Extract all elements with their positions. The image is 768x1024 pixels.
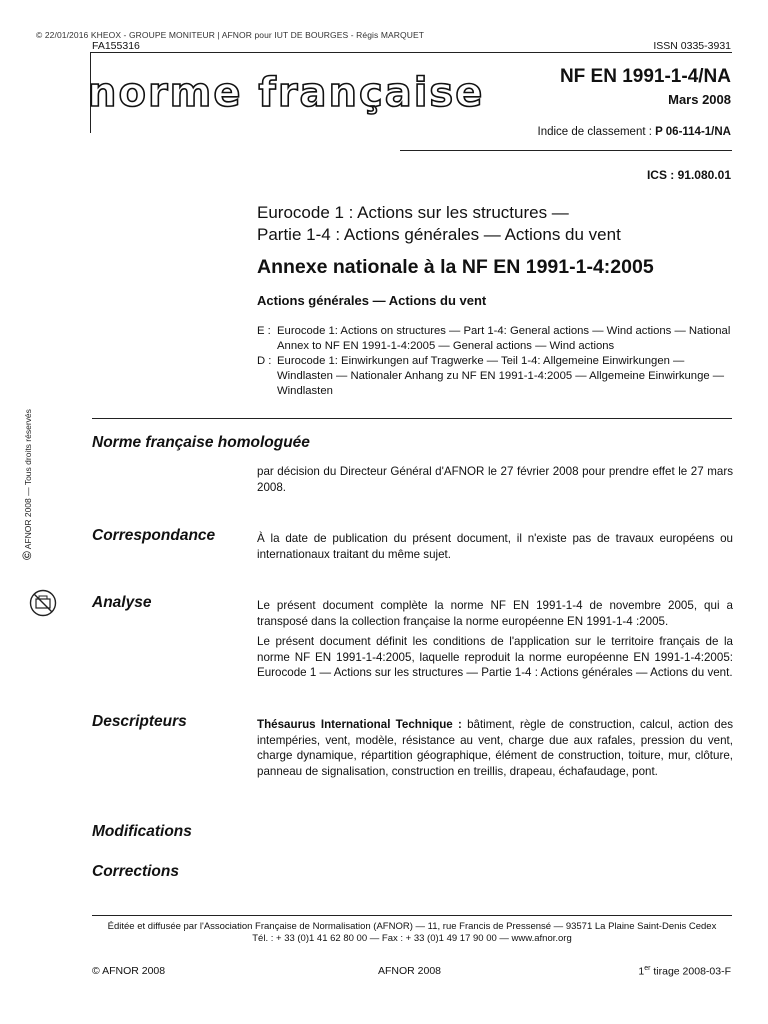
translation-de [257,354,733,399]
translation-text: Eurocode 1: Actions on structures — Part 1-4: General actions — Wind actions — National Annex to NF EN 1991-1-4:2005 — General actions — Wind actions [277,325,731,352]
descripteurs-list: bâtiment, règle de construction, calcul, action des intempéries, vent, modèle, résistance au vent, charge due aux rafales, pression du vent, charge dynamique, répartition géographique, élément de construction, toiture, mur, clôture, panneau de signalisation, construction en treillis, drapeau, échafaudage, pont. [257,718,733,778]
translation-text: Eurocode 1: Einwirkungen auf Tragwerke — Teil 1-4: Allgemeine Einwirkungen — Windlasten — Nationaler Anhang zu NF EN 1991-1-4:2005 — Allgemeine Einwirkunge — Windlasten [277,355,725,397]
descripteurs-lead: Thésaurus International Technique : [257,718,462,731]
section-label-corrections: Corrections [92,863,179,880]
subtitle: Actions générales — Actions du vent [257,293,487,308]
footer-tirage [638,965,731,978]
footer-copyright: © AFNOR 2008 [92,965,166,977]
translations [257,324,733,399]
tirage-superscript: er [644,965,651,972]
tirage-text: tirage 2008-03-F [650,965,731,978]
no-photocopy-icon [28,588,58,618]
section-label-correspondance: Correspondance [92,527,216,544]
issn: ISSN 0335-3931 [653,40,731,52]
lang-code: E : [257,325,271,337]
ics-code: ICS : 91.080.01 [646,168,731,182]
publisher-info [92,921,732,945]
section-text-correspondance: À la date de publication du présent document, il n'existe pas de travaux européens ou internationaux traitant du même sujet. [257,532,733,561]
lang-code: D : [257,355,272,367]
footer-rule [92,915,732,916]
section-text-descripteurs [257,717,733,779]
section-label-modifications: Modifications [92,823,192,840]
section-text-analyse [257,598,733,686]
document-ref: FA155316 [92,40,140,52]
section-rule [92,418,732,419]
publisher-address: Éditée et diffusée par l'Association Française de Normalisation (AFNOR) — 11, rue Francis de Pressensé — 93571 La Plaine Saint-Denis Cedex [107,921,717,932]
indice-label: Indice de classement : [537,126,656,138]
top-rule [90,52,732,53]
translation-en [257,324,733,354]
section-label-analyse: Analyse [92,594,152,611]
title-block [257,202,621,246]
publication-date: Mars 2008 [668,92,731,107]
footer-center: AFNOR 2008 [378,965,442,977]
analyse-paragraph-2: Le présent document définit les conditions de l'application sur le territoire français de la norme NF EN 1991-1-4:2005, laquelle reproduit la norme européenne EN 1991-1-4:2005: Eurocode 1 — Actions sur les structures — Partie 1-4 : Actions générales — Actions du vent. [257,635,733,679]
copyright-symbol: © [20,551,34,560]
section-label-homologuee: Norme française homologuée [92,434,310,451]
watermark-text: © 22/01/2016 KHEOX - GROUPE MONITEUR | AFNOR pour IUT DE BOURGES - Régis MARQUET [36,30,425,40]
tirage-number: 1 [638,965,645,978]
header-rule [400,150,732,151]
indice-value: P 06-114-1/NA [655,126,731,138]
title-line-1: Eurocode 1 : Actions sur les structures — [257,203,569,222]
title-line-2: Partie 1-4 : Actions générales — Actions du vent [257,225,621,244]
analyse-paragraph-1: Le présent document complète la norme NF EN 1991-1-4 de novembre 2005, qui a transposé dans la collection française la norme européenne EN 1991-1-4 :2005. [257,599,733,628]
main-title: Annexe nationale à la NF EN 1991-1-4:2005 [257,256,654,278]
norm-number: NF EN 1991-1-4/NA [559,66,731,87]
copyright-vertical-text: AFNOR 2008 — Tous droits réservés [23,409,33,552]
copyright-vertical [20,409,34,560]
classification-index [538,126,732,138]
publisher-contact: Tél. : + 33 (0)1 41 62 80 00 — Fax : + 33 (0)1 49 17 90 00 — www.afnor.org [252,933,572,944]
section-text-homologuee: par décision du Directeur Général d'AFNOR le 27 février 2008 pour prendre effet le 27 mars 2008. [257,465,733,494]
section-label-descripteurs: Descripteurs [92,713,187,730]
brand-title: norme française [88,70,485,116]
